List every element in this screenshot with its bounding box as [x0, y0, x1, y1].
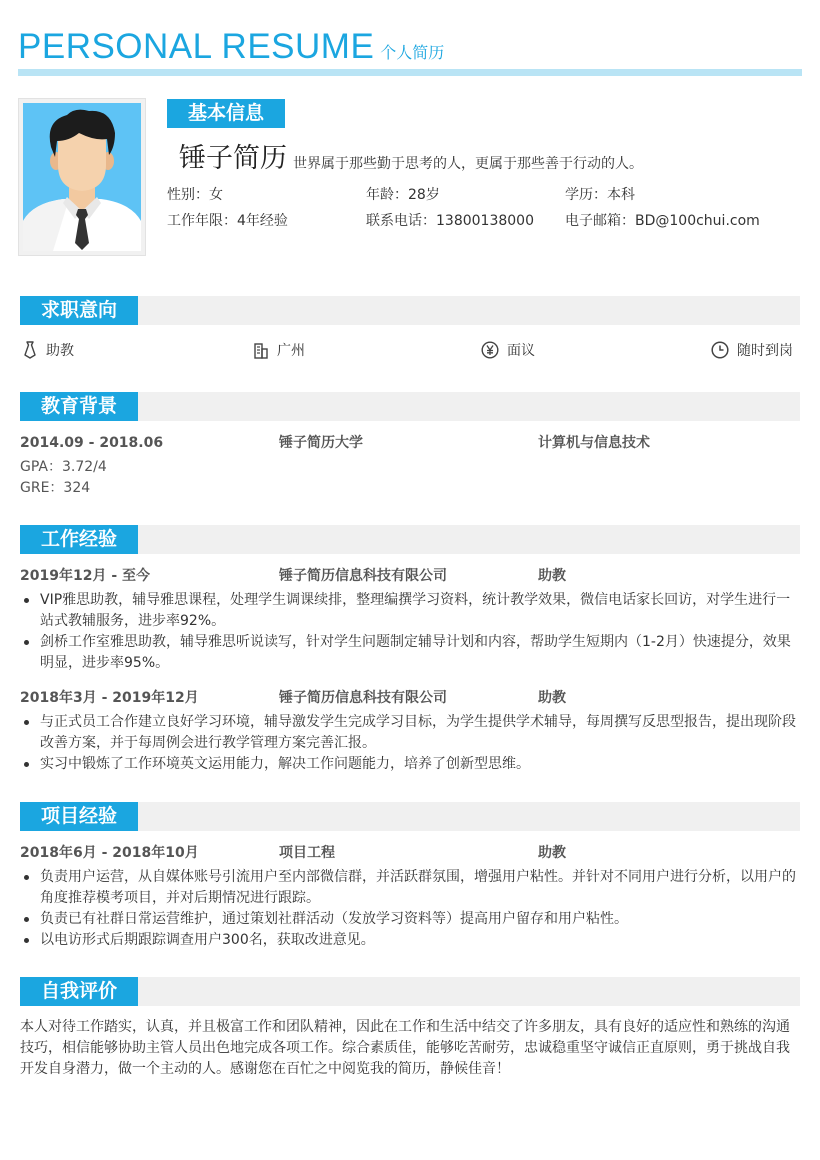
education-row — [20, 433, 800, 453]
section-title-education: 教育背景 — [20, 392, 138, 421]
job-bullets — [20, 590, 800, 674]
education-major: 计算机与信息技术 — [538, 435, 650, 451]
profile-photo — [18, 98, 146, 256]
candidate-name: 锤子简历 — [179, 143, 287, 174]
job-bullet: 剑桥工作室雅思助教，辅导雅思听说读写，针对学生问题制定辅导计划和内容，帮助学生短期内（1-2月）快速提分，效果明显，进步率95%。 — [20, 632, 800, 674]
job-bullet: 与正式员工合作建立良好学习环境，辅导激发学生完成学习目标，为学生提供学术辅导，每周撰写反思型报告，提出现阶段改善方案，并于每周例会进行教学管理方案完善汇报。 — [20, 712, 800, 754]
info-experience: 工作年限：4年经验 — [167, 213, 288, 229]
job-bullets — [20, 712, 800, 775]
clock-icon — [711, 341, 729, 359]
resume-subtitle: 个人简历 — [380, 43, 445, 62]
intent-city — [253, 335, 305, 365]
tie-icon — [22, 341, 38, 359]
job-row — [20, 566, 800, 586]
info-email: 电子邮箱：BD@100chui.com — [565, 213, 760, 229]
intent-position-label: 助教 — [46, 343, 74, 359]
project-period: 2018年6月 - 2018年10月 — [20, 845, 199, 861]
avatar-illustration — [23, 103, 141, 251]
section-self — [20, 977, 800, 1080]
job-period: 2018年3月 - 2019年12月 — [20, 690, 199, 706]
job-company: 锤子简历信息科技有限公司 — [279, 690, 447, 706]
self-evaluation-text: 本人对待工作踏实，认真，并且极富工作和团队精神，因此在工作和生活中结交了许多朋友，具有良好的适应性和熟练的沟通技巧，相信能够协助主管人员出色地完成各项工作。综合素质佳，能够吃苦耐劳，忠诚稳重坚守诚信正直原则，勇于挑战自我开发自身潜力，做一个主动的人。感谢您在百忙之中阅览我的简历，静候佳音！ — [20, 1019, 790, 1077]
intent-salary-label: 面议 — [507, 343, 535, 359]
intent-salary — [481, 335, 535, 365]
yen-icon — [481, 341, 499, 359]
intent-row — [20, 335, 800, 365]
section-band — [20, 392, 800, 421]
job-role: 助教 — [538, 690, 566, 706]
job-company: 锤子简历信息科技有限公司 — [279, 568, 447, 584]
job-period: 2019年12月 - 至今 — [20, 568, 151, 584]
project-role: 助教 — [538, 845, 566, 861]
section-title-intent: 求职意向 — [20, 296, 138, 325]
intent-availability — [711, 335, 793, 365]
section-band — [20, 525, 800, 554]
header-divider — [18, 69, 802, 76]
intent-availability-label: 随时到岗 — [737, 343, 793, 359]
info-gender: 性别：女 — [167, 187, 223, 203]
building-icon — [253, 342, 269, 359]
avatar — [23, 103, 141, 251]
section-band — [20, 977, 800, 1006]
section-title-self: 自我评价 — [20, 977, 138, 1006]
info-phone: 联系电话：13800138000 — [366, 213, 534, 229]
education-period: 2014.09 - 2018.06 — [20, 435, 164, 451]
section-project — [20, 802, 800, 951]
section-title-project: 项目经验 — [20, 802, 138, 831]
job-row — [20, 688, 800, 708]
section-intent — [20, 296, 800, 365]
section-title-work: 工作经验 — [20, 525, 138, 554]
section-band — [20, 296, 800, 325]
project-bullet: 负责已有社群日常运营维护，通过策划社群活动（发放学习资料等）提高用户留存和用户粘性。 — [20, 909, 800, 930]
project-bullets — [20, 867, 800, 951]
section-title-basic: 基本信息 — [167, 99, 285, 128]
intent-position — [22, 335, 74, 365]
intent-city-label: 广州 — [277, 343, 305, 359]
education-gre: GRE：324 — [20, 480, 91, 496]
job-role: 助教 — [538, 568, 566, 584]
section-band — [20, 802, 800, 831]
project-name: 项目工程 — [279, 845, 335, 861]
job-bullet: 实习中锻炼了工作环境英文运用能力，解决工作问题能力，培养了创新型思维。 — [20, 754, 800, 775]
education-school: 锤子简历大学 — [279, 435, 363, 451]
job-bullet: VIP雅思助教，辅导雅思课程，处理学生调课续排，整理编撰学习资料，统计教学效果，微信电话家长回访，对学生进行一站式教辅服务，进步率92%。 — [20, 590, 800, 632]
project-bullet: 以电访形式后期跟踪调查用户300名，获取改进意见。 — [20, 930, 800, 951]
basic-info — [167, 99, 807, 230]
section-education — [20, 392, 800, 499]
section-work — [20, 525, 800, 775]
project-row — [20, 843, 800, 863]
resume-header — [18, 28, 802, 68]
info-degree: 学历：本科 — [565, 187, 635, 203]
name-line — [179, 140, 807, 176]
info-age: 年龄：28岁 — [366, 187, 440, 203]
education-gpa: GPA：3.72/4 — [20, 459, 107, 475]
project-bullet: 负责用户运营，从自媒体账号引流用户至内部微信群，并活跃群氛围，增强用户粘性。并针对不同用户进行分析，以用户的角度推荐模考项目，并对后期情况进行跟踪。 — [20, 867, 800, 909]
candidate-motto: 世界属于那些勤于思考的人，更属于那些善于行动的人。 — [293, 156, 643, 172]
resume-title: PERSONAL RESUME — [18, 27, 375, 66]
info-grid — [167, 184, 807, 230]
